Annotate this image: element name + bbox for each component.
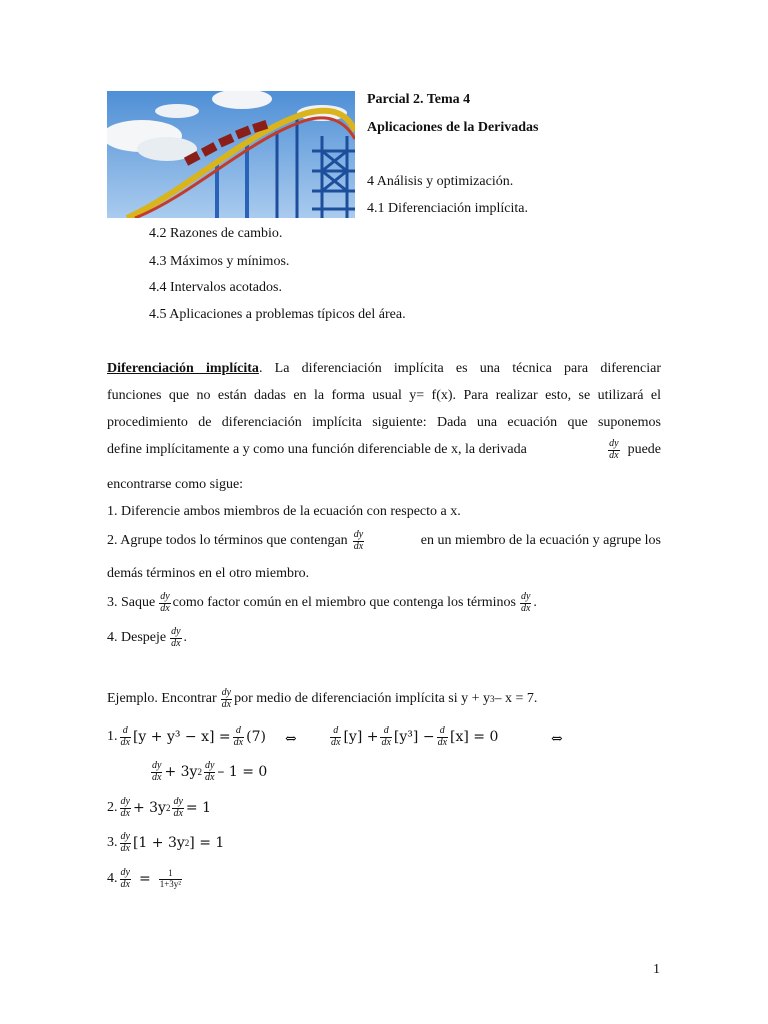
equation-text: = [138, 871, 151, 887]
doc-title: Parcial 2. Tema 4 [367, 92, 471, 107]
equation-text: ] = 1 [189, 835, 225, 851]
contents-item: 4.2 Razones de cambio. [149, 226, 283, 241]
dy-dx-fraction: $\frac{dy}{dx}$ [353, 529, 364, 552]
step-text: como factor común en el miembro que contenga los términos [172, 595, 516, 610]
paragraph-text: define implícitamente a y como una función diferenciable de x, la derivada [107, 442, 527, 457]
dy-dx-fraction: $\frac{dy}{dx}$ [171, 626, 181, 649]
iff-symbol: ⇔ [285, 731, 297, 747]
dy-dx-fraction: $\frac{dy}{dx}$ [152, 760, 162, 783]
equation-text: + 3y [132, 800, 166, 816]
equation-4 [107, 868, 184, 890]
paragraph-line [107, 439, 661, 461]
result-fraction: $\frac{1}{\text{1+3y²}}$ [159, 868, 181, 889]
contents-item: 4.5 Aplicaciones a problemas típicos del área. [149, 307, 406, 322]
equation-text: [y³] − [393, 729, 435, 745]
step-2-cont: demás términos en el otro miembro. [107, 566, 310, 581]
step-3 [107, 592, 537, 614]
equation-text: [y] + [343, 729, 379, 745]
equation-1-line2: $\frac{dy}{dx}$ + 3y 2 $\frac{dy}{dx}$ – 1 = 0 [152, 760, 268, 783]
dy-dx-fraction: $\frac{dy}{dx}$ [160, 591, 170, 614]
dy-dx-fraction: $\frac{dy}{dx}$ [609, 438, 619, 461]
example-text: por medio de diferenciación implícita si y + y [234, 691, 491, 706]
example-text: – x = 7. [494, 691, 538, 706]
paragraph-line: funciones que no están dadas en la forma usual y= f(x). Para realizar esto, se utilizará el [107, 388, 661, 403]
equation-text: + 3y [164, 764, 198, 780]
equation-2: 2. $\frac{dy}{dx}$ + 3y 2 $\frac{dy}{dx}$ = 1 [107, 796, 211, 819]
example-text: Ejemplo. Encontrar [107, 691, 217, 706]
contents-item: 4.1 Diferenciación implícita. [367, 201, 528, 216]
step-1: 1. Diferencie ambos miembros de la ecuación con respecto a x. [107, 504, 461, 519]
step-text: 2. Agrupe todos lo términos que contengan [107, 533, 348, 548]
equation-text: [y + y³ − x] = [132, 729, 231, 745]
paragraph-line [107, 362, 661, 376]
dy-dx-fraction: $\frac{dy}{dx}$ [173, 796, 183, 819]
dy-dx-fraction: $\frac{dy}{dx}$ [221, 687, 232, 710]
equation-label: 1. [107, 729, 118, 744]
paragraph-line: encontrarse como sigue: [107, 477, 244, 492]
dy-dx-fraction: $\frac{dy}{dx}$ [520, 591, 531, 614]
equation-text: [x] = 0 [450, 729, 499, 745]
contents-item: 4.3 Máximos y mínimos. [149, 254, 290, 269]
d-dx-fraction: $\frac{d}{dx}$ [233, 725, 244, 748]
step-text: en un miembro de la ecuación y agrupe los [420, 533, 661, 548]
d-dx-fraction: $\frac{d}{dx}$ [437, 725, 448, 748]
paragraph-text: puede [627, 442, 661, 457]
equation-text: = 1 [185, 800, 211, 816]
equation-text: [1 + 3y [132, 835, 185, 851]
doc-subtitle: Aplicaciones de la Derivadas [367, 120, 539, 135]
roller-coaster-photo [107, 91, 355, 218]
dy-dx-fraction: $\frac{dy}{dx}$ [120, 796, 130, 819]
contents-item: 4.4 Intervalos acotados. [149, 280, 282, 295]
equation-3: 3. $\frac{dy}{dx}$ [1 + 3y 2 ] = 1 [107, 831, 225, 854]
d-dx-fraction: $\frac{d}{dx}$ [120, 725, 130, 748]
equation-text: – 1 = 0 [217, 764, 268, 780]
d-dx-fraction: $\frac{d}{dx}$ [331, 725, 341, 748]
iff-symbol: ⇔ [551, 731, 563, 747]
step-2 [107, 530, 661, 552]
step-4 [107, 627, 187, 649]
equation-1b [328, 726, 498, 748]
d-dx-fraction: $\frac{d}{dx}$ [381, 725, 391, 748]
dy-dx-fraction: $\frac{dy}{dx}$ [120, 867, 130, 890]
equation-label: 2. [107, 800, 118, 815]
page-number: 1 [653, 962, 660, 977]
step-text: . [533, 595, 537, 610]
equation-1 [107, 726, 266, 748]
contents-item: 4 Análisis y optimización. [367, 174, 514, 189]
step-text: . [183, 630, 188, 645]
dy-dx-fraction: $\frac{dy}{dx}$ [204, 760, 215, 783]
example-intro: Ejemplo. Encontrar $\frac{dy}{dx}$ por medio de diferenciación implícita si y + y 3 – x = 7. [107, 687, 538, 710]
dy-dx-fraction: $\frac{dy}{dx}$ [120, 831, 130, 854]
equation-text: (7) [246, 729, 266, 745]
paragraph-line: procedimiento de diferenciación implícita siguiente: Dada una ecuación que suponemos [107, 415, 661, 430]
paragraph-text: . La diferenciación implícita es una técnica para diferenciar [258, 361, 661, 376]
equation-label: 4. [107, 871, 118, 886]
equation-label: 3. [107, 835, 118, 850]
step-text: 4. Despeje [107, 630, 167, 645]
step-text: 3. Saque [107, 595, 156, 610]
section-term: Diferenciación implícita [107, 361, 259, 376]
